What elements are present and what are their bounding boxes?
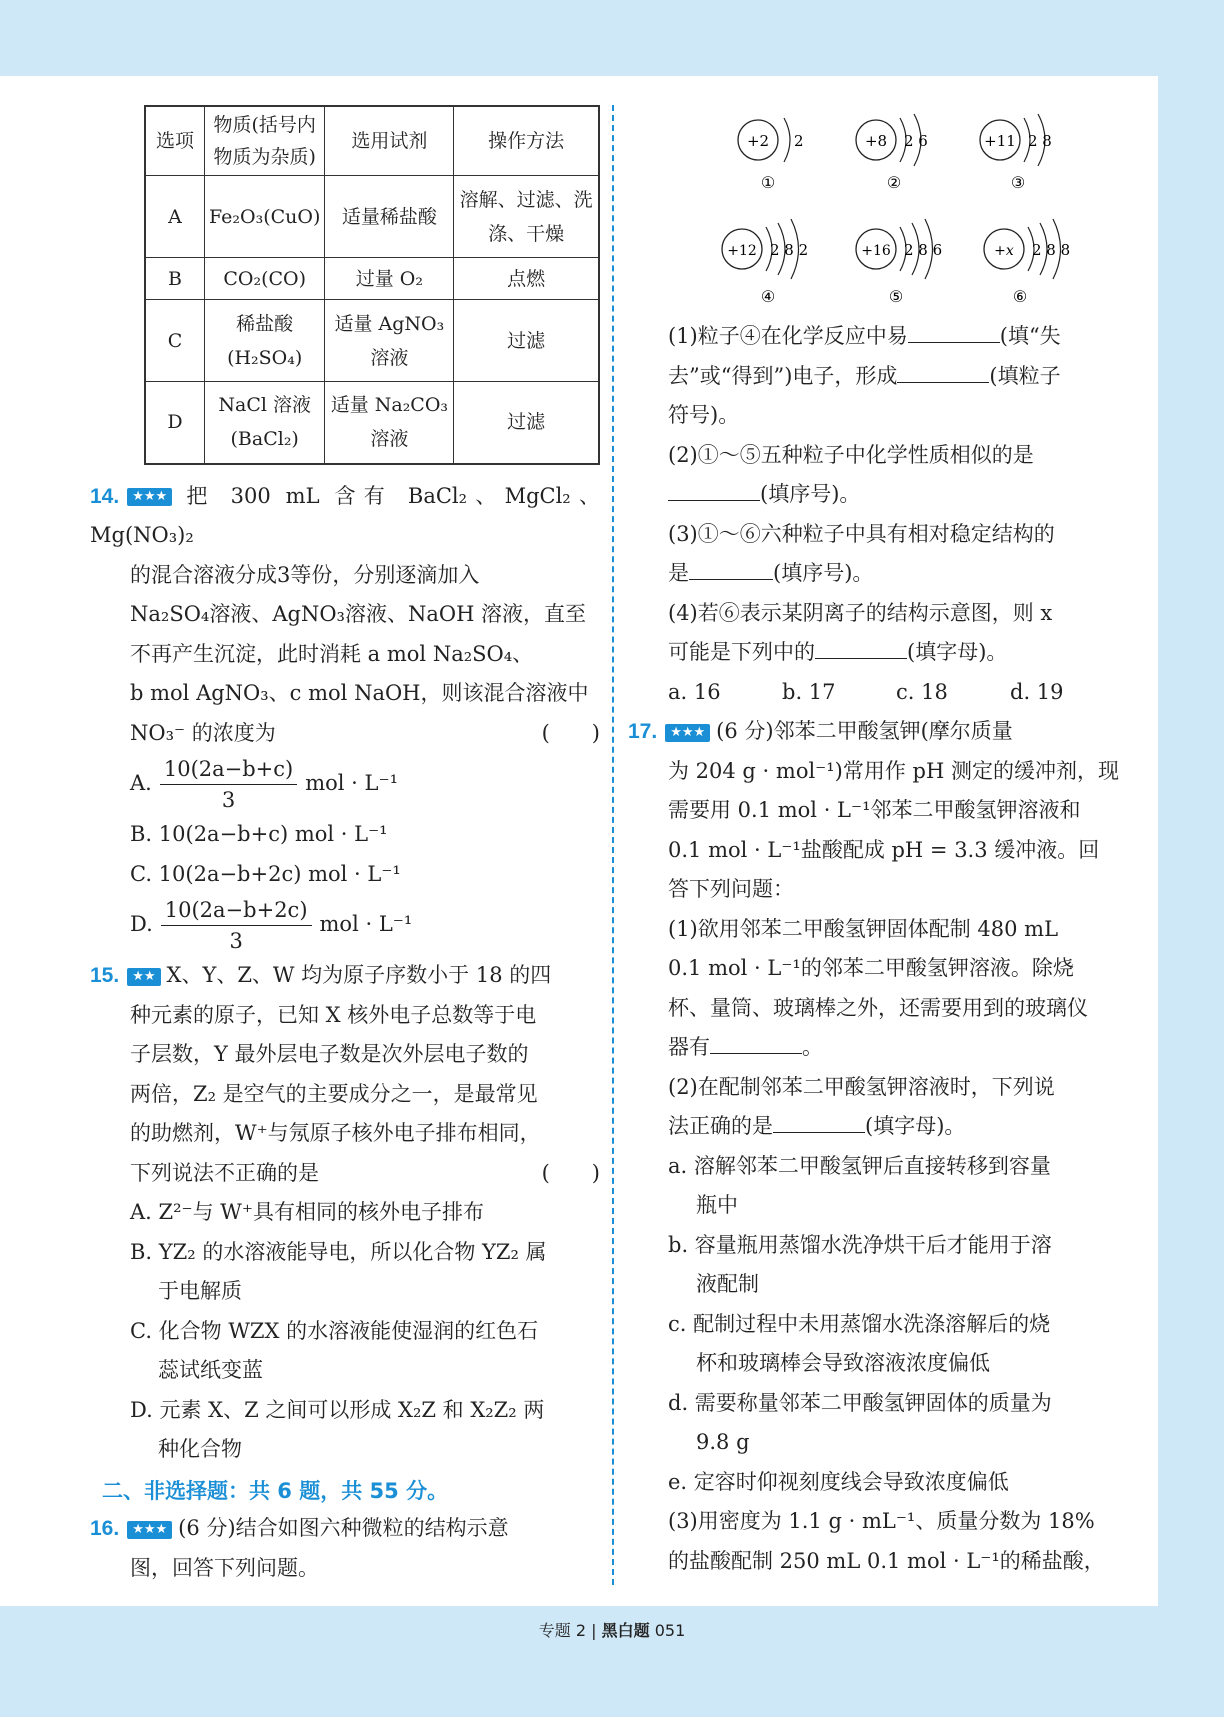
diagram-label: ③ <box>1010 173 1026 192</box>
stem-line: 需要用 0.1 mol · L⁻¹邻苯二甲酸氢钾溶液和 <box>668 798 1081 822</box>
table-cell: 溶解、过滤、洗涤、干燥 <box>454 176 599 258</box>
nucleus-charge: +2 <box>746 132 770 150</box>
nucleus-charge: +x <box>994 243 1014 259</box>
table-row <box>145 176 599 258</box>
option-c: c. 配制过程中未用蒸馏水洗涤溶解后的烧 <box>668 1311 1051 1336</box>
options-table <box>144 105 600 465</box>
option-d-cont: 种化合物 <box>158 1437 242 1461</box>
part-text: 杯、量筒、玻璃棒之外，还需要用到的玻璃仪 <box>668 995 1088 1020</box>
unit: mol · L⁻¹ <box>319 912 413 936</box>
option-b: B. YZ₂ 的水溶液能导电，所以化合物 YZ₂ 属 <box>130 1239 547 1264</box>
choice-item: c. 18 <box>896 679 948 704</box>
fraction-numerator: 10(2a−b+c) <box>160 754 297 785</box>
part-text: (2)①～⑤五种粒子中化学性质相似的是 <box>668 442 1034 467</box>
footer-topic: 专题 2 <box>538 1621 587 1640</box>
table-cell: 适量 AgNO₃ 溶液 <box>325 300 454 382</box>
table-cell: NaCl 溶液(BaCl₂) <box>205 382 325 464</box>
choice-item: d. 19 <box>1010 679 1064 704</box>
electron-shells: 2 8 <box>1028 132 1052 150</box>
choice-list <box>668 673 1124 713</box>
question-17 <box>628 712 1124 1581</box>
part-text: (3)①～⑥六种粒子中具有相对稳定结构的 <box>668 521 1055 546</box>
stem-line: X、Y、Z、W 均为原子序数小于 18 的四 <box>166 963 552 987</box>
option-d: D. 元素 X、Z 之间可以形成 X₂Z 和 X₂Z₂ 两 <box>130 1397 545 1422</box>
question-16-stem <box>90 1509 600 1588</box>
nucleus-charge: +16 <box>861 243 891 259</box>
part-text: 是 <box>668 561 689 585</box>
table-row <box>145 300 599 382</box>
answer-blank[interactable] <box>908 320 1000 343</box>
electron-shells: 2 6 <box>904 132 928 150</box>
answer-blank[interactable] <box>897 359 989 382</box>
diagram-label: ④ <box>760 287 776 306</box>
stem-line: 把 300 mL 含有 BaCl₂、MgCl₂、Mg(NO₃)₂ <box>90 483 600 547</box>
stem-line: 两倍，Z₂ 是空气的主要成分之一，是最常见 <box>130 1081 538 1106</box>
question-number: 17. <box>628 720 658 743</box>
question-number: 14. <box>90 484 120 508</box>
question-15 <box>90 956 600 1470</box>
option-b: B. 10(2a−b+c) mol · L⁻¹ <box>130 822 388 846</box>
stem-line: 图，回答下列问题。 <box>130 1555 319 1580</box>
stem-line: Na₂SO₄溶液、AgNO₃溶液、NaOH 溶液，直至 <box>130 602 587 626</box>
option-label: A. <box>130 771 152 795</box>
table-cell: CO₂(CO) <box>205 258 325 300</box>
difficulty-stars-icon: ★★★ <box>665 724 710 742</box>
option-a: a. 溶解邻苯二甲酸氢钾后直接转移到容量 <box>668 1153 1051 1178</box>
column-divider <box>612 105 614 1585</box>
table-header-cell: 选用试剂 <box>325 106 454 176</box>
stem-line: 种元素的原子，已知 X 核外电子总数等于电 <box>130 1002 537 1027</box>
question-14 <box>90 477 600 957</box>
fraction <box>161 895 312 956</box>
option-a-cont: 瓶中 <box>696 1193 738 1217</box>
table-cell: D <box>145 382 205 464</box>
option-c: C. 化合物 WZX 的水溶液能使湿润的红色石 <box>130 1318 539 1343</box>
difficulty-stars-icon: ★★ <box>127 968 160 986</box>
right-column <box>628 317 1124 1581</box>
answer-blank[interactable] <box>815 636 907 659</box>
stem-line: 下列说法不正确的是 <box>130 1160 319 1185</box>
stem-line: 不再产生沉淀，此时消耗 a mol Na₂SO₄、 <box>130 641 534 666</box>
option-label: D. <box>130 912 153 936</box>
fraction-denominator: 3 <box>229 929 243 953</box>
option-d-cont: 9.8 g <box>696 1430 750 1454</box>
diagram-label: ① <box>760 173 776 192</box>
diagram-label: ⑥ <box>1012 287 1028 306</box>
diagram-label: ② <box>886 173 902 192</box>
stem-line: 的混合溶液分成3等份，分别逐滴加入 <box>130 562 480 587</box>
option-b-cont: 液配制 <box>696 1272 759 1296</box>
atom-diagram-2 <box>856 114 928 192</box>
part-text: (填序号)。 <box>760 482 861 506</box>
part-text: 0.1 mol · L⁻¹的邻苯二甲酸氢钾溶液。除烧 <box>668 956 1074 980</box>
part-text: (4)若⑥表示某阴离子的结构示意图，则 x <box>668 600 1053 625</box>
option-c-cont: 杯和玻璃棒会导致溶液浓度偏低 <box>696 1351 990 1375</box>
stem-line: 0.1 mol · L⁻¹盐酸配成 pH = 3.3 缓冲液。回 <box>668 837 1100 862</box>
option-b-cont: 于电解质 <box>158 1279 242 1303</box>
choice-item: b. 17 <box>782 679 836 704</box>
answer-blank[interactable] <box>773 1110 865 1133</box>
part-text: 法正确的是 <box>668 1114 773 1138</box>
atom-diagram-1 <box>738 118 804 192</box>
option-a: A. Z²⁻与 W⁺具有相同的核外电子排布 <box>130 1200 484 1224</box>
part-text: (填粒子 <box>989 363 1061 388</box>
answer-blank[interactable] <box>689 557 773 580</box>
page-footer <box>0 1618 1224 1641</box>
footer-separator: | <box>591 1621 597 1640</box>
answer-blank[interactable] <box>710 1031 802 1054</box>
table-cell: 稀盐酸(H₂SO₄) <box>205 300 325 382</box>
table-row <box>145 258 599 300</box>
atom-diagram-5 <box>856 219 942 306</box>
table-cell: Fe₂O₃(CuO) <box>205 176 325 258</box>
table-cell: 适量 Na₂CO₃ 溶液 <box>325 382 454 464</box>
table-cell: C <box>145 300 205 382</box>
electron-shells: 2 8 6 <box>904 241 943 259</box>
option-c-cont: 蕊试纸变蓝 <box>158 1358 263 1382</box>
atom-structure-diagrams <box>698 112 1138 312</box>
table-header-cell: 物质(括号内物质为杂质) <box>205 106 325 176</box>
table-cell: 过滤 <box>454 300 599 382</box>
table-row <box>145 382 599 464</box>
electron-shells: 2 8 2 <box>770 241 809 259</box>
part-text: 的盐酸配制 250 mL 0.1 mol · L⁻¹的稀盐酸， <box>668 1548 1105 1573</box>
table-header-cell: 选项 <box>145 106 205 176</box>
electron-shells: 2 8 8 <box>1032 241 1071 259</box>
part-text: 去”或“得到”)电子，形成 <box>668 363 898 388</box>
part-text: (3)用密度为 1.1 g · mL⁻¹、质量分数为 18% <box>668 1509 1095 1533</box>
table-cell: 过滤 <box>454 382 599 464</box>
stem-line: NO₃⁻ 的浓度为 <box>130 720 276 745</box>
table-header-row <box>145 106 599 176</box>
difficulty-stars-icon: ★★★ <box>127 488 172 506</box>
part-text: 可能是下列中的 <box>668 640 815 664</box>
option-c: C. 10(2a−b+2c) mol · L⁻¹ <box>130 861 401 886</box>
part-text: (2)在配制邻苯二甲酸氢钾溶液时，下列说 <box>668 1074 1055 1099</box>
difficulty-stars-icon: ★★★ <box>127 1521 172 1539</box>
part-text: 。 <box>802 1035 823 1059</box>
choice-item: a. 16 <box>668 679 721 704</box>
stem-line: (6 分)结合如图六种微粒的结构示意 <box>178 1516 509 1540</box>
part-text: (1)粒子④在化学反应中易 <box>668 324 908 348</box>
stem-line: b mol AgNO₃、c mol NaOH，则该混合溶液中 <box>130 681 589 705</box>
question-16-parts <box>668 317 1124 712</box>
table-cell: 过量 O₂ <box>325 258 454 300</box>
part-text: (填字母)。 <box>865 1114 966 1138</box>
left-column <box>90 105 600 1470</box>
answer-paren: ( ) <box>541 720 600 745</box>
footer-title: 黑白题 <box>601 1621 650 1640</box>
fraction-numerator: 10(2a−b+2c) <box>161 895 312 926</box>
atom-diagram-6 <box>984 219 1070 306</box>
table-cell: B <box>145 258 205 300</box>
option-e: e. 定容时仰视刻度线会导致浓度偏低 <box>668 1469 1009 1494</box>
part-text: 器有 <box>668 1035 710 1059</box>
section-heading: 二、非选择题：共 6 题，共 55 分。 <box>102 1479 449 1503</box>
diagram-label: ⑤ <box>888 287 904 306</box>
answer-blank[interactable] <box>668 478 760 501</box>
table-cell: 点燃 <box>454 258 599 300</box>
table-cell: 适量稀盐酸 <box>325 176 454 258</box>
option-b: b. 容量瓶用蒸馏水洗净烘干后才能用于溶 <box>668 1232 1052 1257</box>
unit: mol · L⁻¹ <box>305 771 398 795</box>
part-text: (填“失 <box>999 324 1061 348</box>
stem-line: 答下列问题： <box>668 877 794 901</box>
table-cell: A <box>145 176 205 258</box>
question-number: 16. <box>90 1517 120 1540</box>
nucleus-charge: +11 <box>984 132 1016 150</box>
atom-diagram-3 <box>980 114 1052 192</box>
fraction-denominator: 3 <box>221 788 236 812</box>
stem-line: 的助燃剂，W⁺与氖原子核外电子排布相同， <box>130 1121 541 1145</box>
atom-diagram-4 <box>722 219 808 306</box>
part-text: 符号)。 <box>668 403 740 427</box>
nucleus-charge: +12 <box>727 243 757 259</box>
table-header-cell: 操作方法 <box>454 106 599 176</box>
stem-line: (6 分)邻苯二甲酸氢钾(摩尔质量 <box>716 719 1013 743</box>
stem-line: 子层数，Y 最外层电子数是次外层电子数的 <box>130 1042 529 1066</box>
option-d: d. 需要称量邻苯二甲酸氢钾固体的质量为 <box>668 1390 1052 1415</box>
part-text: (填字母)。 <box>907 640 1008 664</box>
page-number: 051 <box>654 1621 686 1640</box>
part-text: (填序号)。 <box>773 561 874 585</box>
question-number: 15. <box>90 964 120 987</box>
electron-shells: 2 <box>794 132 804 150</box>
stem-line: 为 204 g · mol⁻¹)常用作 pH 测定的缓冲剂，现 <box>668 758 1119 783</box>
answer-paren: ( ) <box>541 1160 600 1185</box>
nucleus-charge: +8 <box>864 132 888 150</box>
fraction <box>160 754 297 815</box>
part-text: (1)欲用邻苯二甲酸氢钾固体配制 480 mL <box>668 916 1059 941</box>
